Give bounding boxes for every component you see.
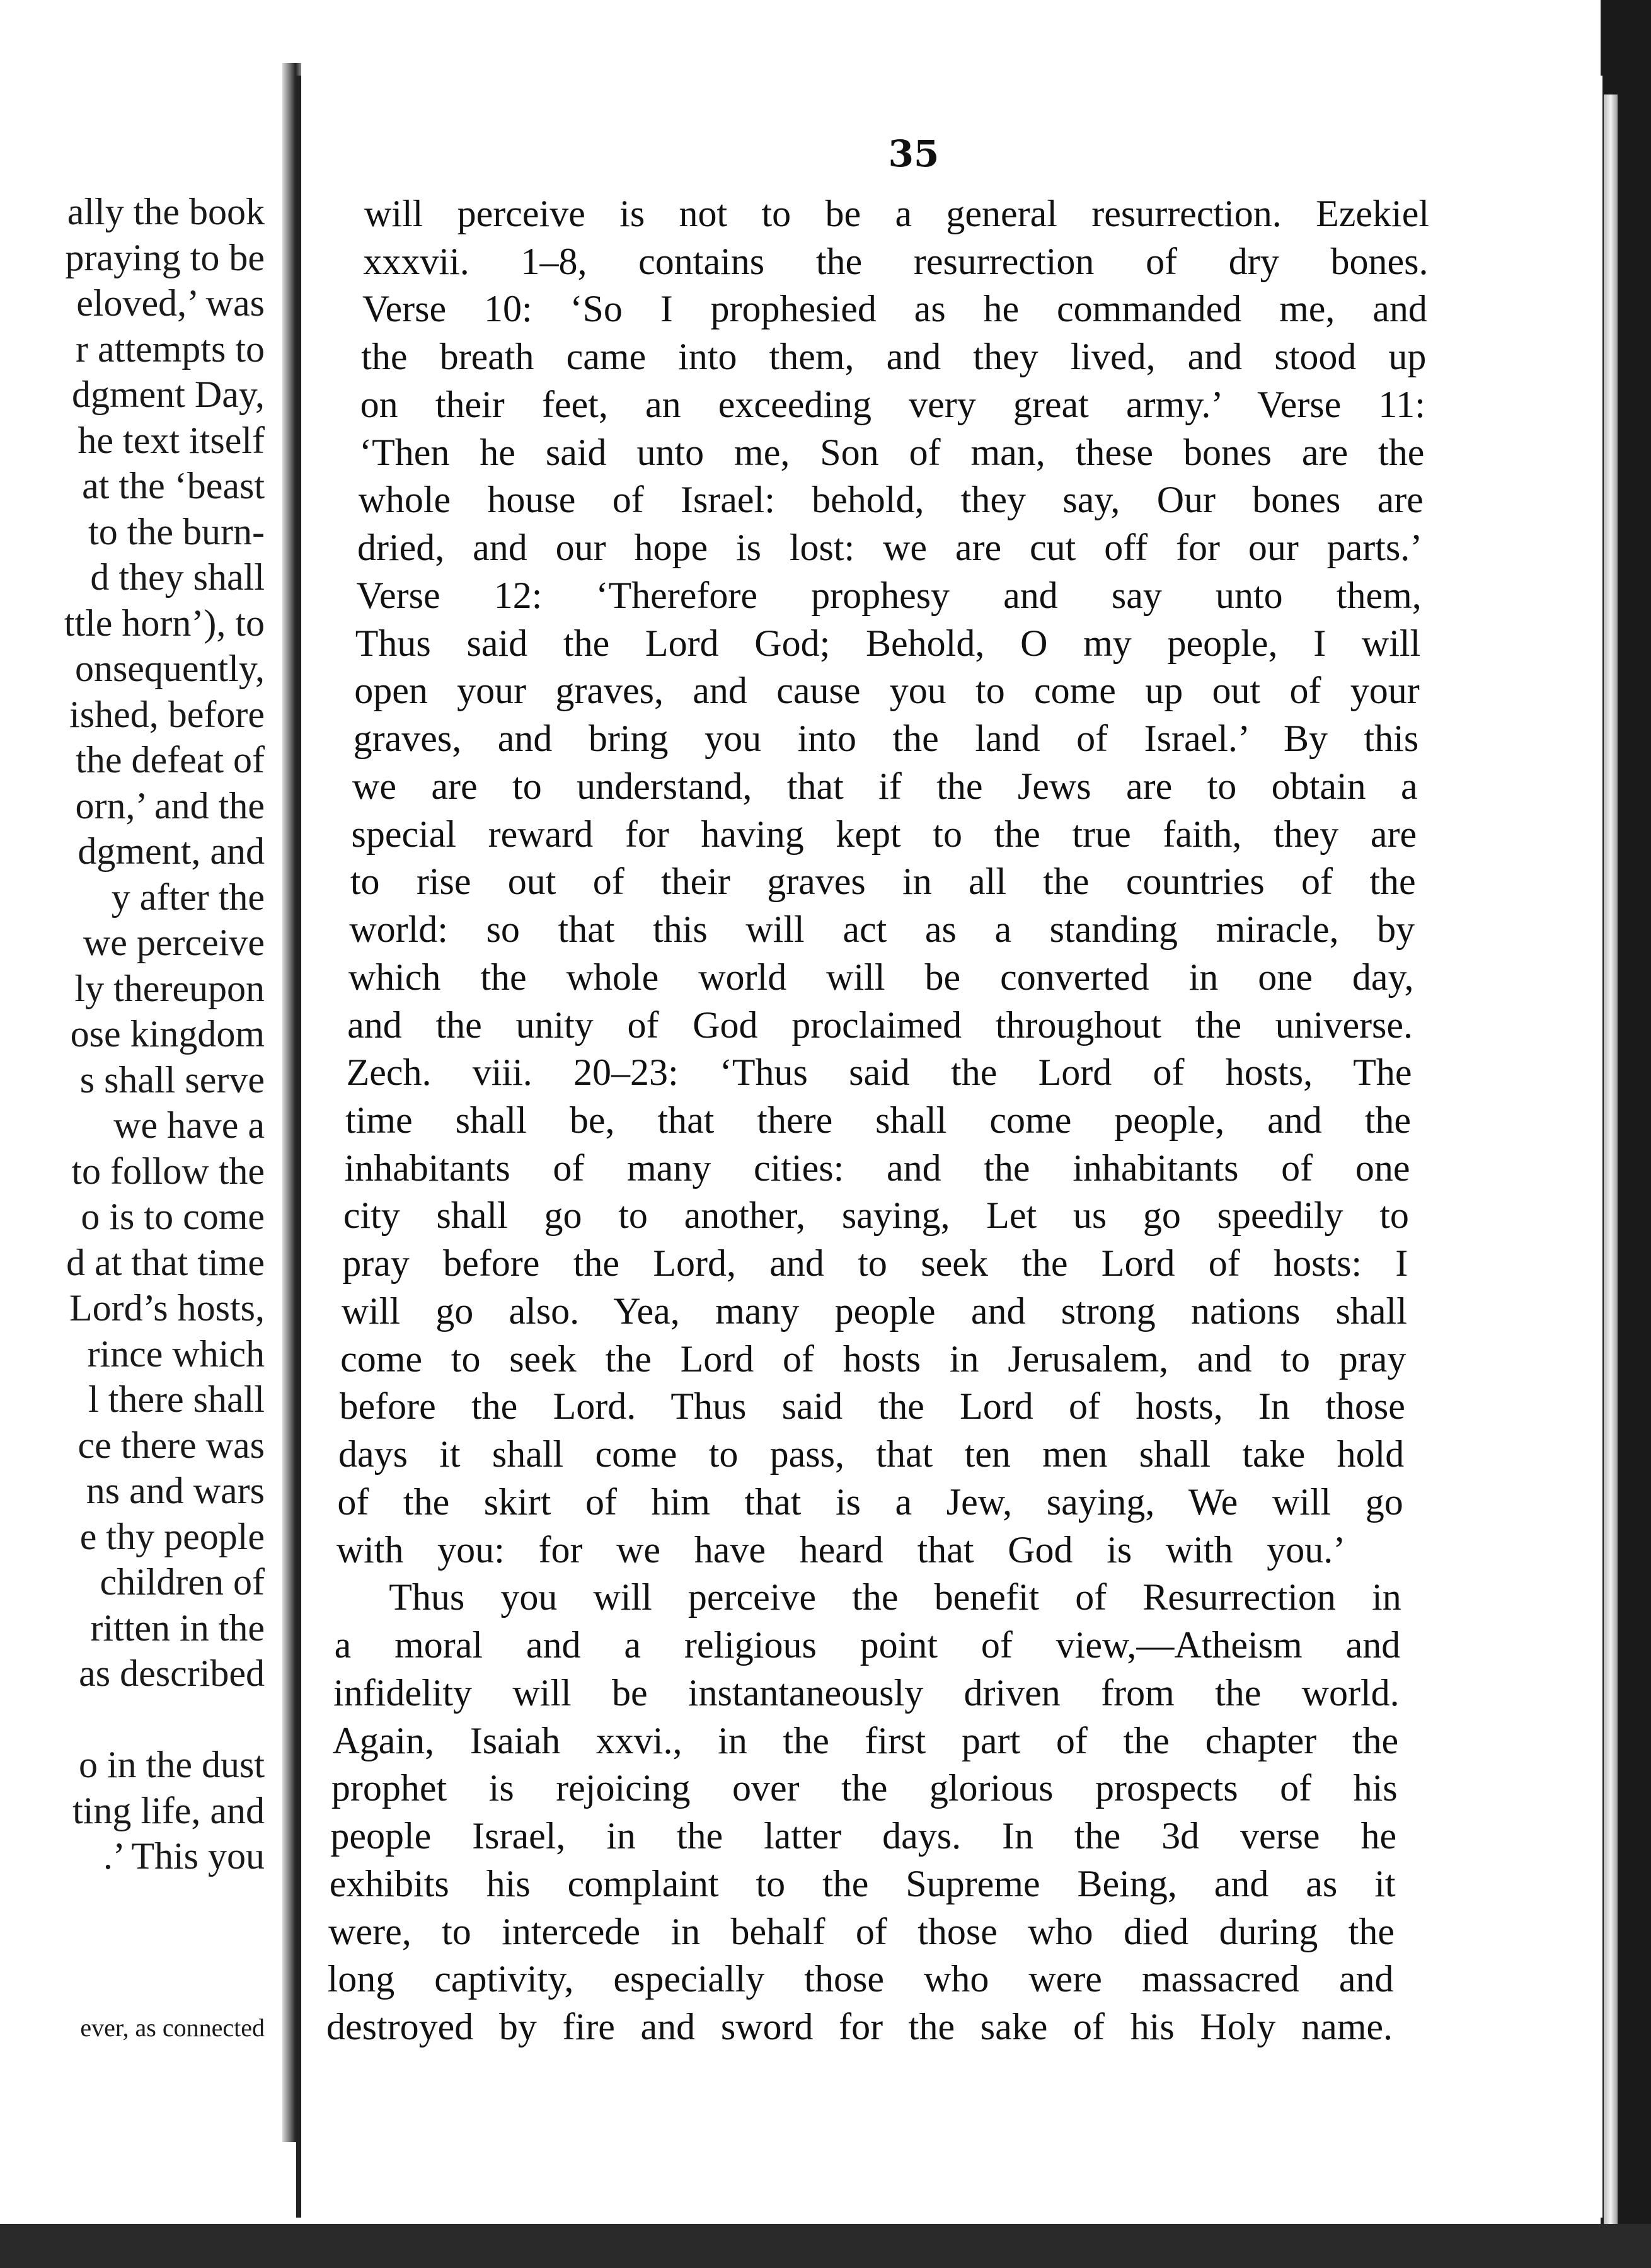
left-page-line: we perceive bbox=[83, 922, 265, 963]
text-line: we are to understand, that if the Jews are to obtain a bbox=[352, 765, 1418, 807]
text-line: exhibits his complaint to the Supreme Being, and as it bbox=[329, 1862, 1396, 1904]
left-page-line: ose kingdom bbox=[70, 1013, 265, 1055]
text-line: of the skirt of him that is a Jew, saying, We will go bbox=[337, 1480, 1403, 1523]
left-page-line: to the burn- bbox=[88, 510, 265, 553]
left-page-line: y after the bbox=[111, 876, 265, 918]
left-page-line: r attempts to bbox=[76, 328, 265, 370]
left-page-line: ce there was bbox=[78, 1424, 265, 1466]
text-line: were, to intercede in behalf of those who died during the bbox=[328, 1910, 1395, 1952]
text-line: dried, and our hope is lost: we are cut off for our parts.’ bbox=[357, 527, 1423, 569]
left-page-line: o is to come bbox=[81, 1196, 265, 1237]
text-line: Thus you will perceive the benefit of Resurrection in bbox=[389, 1576, 1401, 1618]
text-line: on their feet, an exceeding very great army.’ Verse 11: bbox=[360, 383, 1425, 425]
text-line: will go also. Yea, many people and strong nations shall bbox=[341, 1290, 1407, 1332]
text-line: city shall go to another, saying, Let us go speedily to bbox=[343, 1194, 1409, 1237]
left-page-line: as described bbox=[79, 1652, 265, 1694]
text-line: which the whole world will be converted in one day, bbox=[348, 956, 1414, 998]
text-line: Again, Isaiah xxvi., in the first part of the chapter the bbox=[332, 1719, 1399, 1761]
left-page-line: orn,’ and the bbox=[75, 784, 265, 827]
left-page-line: l there shall bbox=[88, 1378, 265, 1420]
text-line: Verse 10: ‘So I prophesied as he commanded me, and bbox=[362, 288, 1427, 330]
left-page-line: at the ‘beast bbox=[82, 465, 265, 507]
left-page-line: s shall serve bbox=[79, 1058, 265, 1101]
text-line: and the unity of God proclaimed throughout the universe. bbox=[347, 1004, 1413, 1046]
left-page-line: to follow the bbox=[71, 1150, 265, 1192]
text-line: time shall be, that there shall come people, and the bbox=[345, 1099, 1411, 1141]
left-page-line: ritten in the bbox=[90, 1606, 265, 1649]
text-line: Thus said the Lord God; Behold, O my people, I will bbox=[355, 622, 1421, 664]
text-line: inhabitants of many cities: and the inhabitants of one bbox=[344, 1147, 1410, 1189]
left-page-line: the defeat of bbox=[76, 739, 265, 781]
left-page-footnote: ever, as connected bbox=[80, 2013, 265, 2042]
left-page-line: e thy people bbox=[79, 1515, 265, 1557]
text-line: xxxvii. 1–8, contains the resurrection of dry bones. bbox=[363, 240, 1429, 282]
text-line: destroyed by fire and sword for the sake of his Holy name. bbox=[326, 2006, 1393, 2048]
text-line: whole house of Israel: behold, they say, Our bones are bbox=[358, 479, 1424, 521]
text-line: people Israel, in the latter days. In the 3d verse he bbox=[330, 1815, 1397, 1857]
text-line: infidelity will be instantaneously driven from the world. bbox=[333, 1671, 1400, 1714]
text-line: special reward for having kept to the true faith, they are bbox=[351, 813, 1417, 855]
page-number: 35 bbox=[888, 132, 940, 175]
left-page-line: ly thereupon bbox=[74, 967, 265, 1009]
left-page-line: d at that time bbox=[66, 1241, 265, 1283]
left-page-line: ally the book bbox=[67, 191, 265, 232]
text-line: ‘Then he said unto me, Son of man, these bones are the bbox=[359, 431, 1425, 473]
left-page-line: .’ This you bbox=[103, 1835, 265, 1877]
left-page-line: ns and wars bbox=[86, 1470, 265, 1511]
text-line: a moral and a religious point of view,—Atheism and bbox=[334, 1624, 1401, 1666]
text-line: come to seek the Lord of hosts in Jerusalem, and to pray bbox=[340, 1337, 1407, 1380]
left-page-line: we have a bbox=[113, 1104, 265, 1146]
left-page-line: d they shall bbox=[90, 556, 265, 598]
left-page-line: praying to be bbox=[65, 236, 265, 278]
text-line: to rise out of their graves in all the countries of the bbox=[350, 861, 1416, 903]
left-page-line: ished, before bbox=[69, 693, 265, 735]
text-line: with you: for we have heard that God is with you.’ bbox=[336, 1528, 1346, 1571]
left-page-line: dgment Day, bbox=[71, 374, 265, 415]
left-page-line: he text itself bbox=[78, 419, 265, 461]
left-page-line: dgment, and bbox=[78, 830, 265, 872]
text-line: prophet is rejoicing over the glorious prospects of his bbox=[331, 1767, 1398, 1809]
left-page-line: ttle horn’), to bbox=[64, 602, 265, 644]
text-line: world: so that this will act as a standing miracle, by bbox=[349, 908, 1415, 951]
text-line: Zech. viii. 20–23: ‘Thus said the Lord of hosts, The bbox=[346, 1051, 1412, 1094]
text-line: long captivity, especially those who were massacred and bbox=[327, 1958, 1394, 2000]
left-page-line: o in the dust bbox=[79, 1744, 265, 1785]
left-page-line: children of bbox=[100, 1561, 265, 1603]
text-line: Verse 12: ‘Therefore prophesy and say unto them, bbox=[356, 574, 1422, 616]
left-page-line: Lord’s hosts, bbox=[69, 1287, 265, 1329]
left-page-line: ting life, and bbox=[72, 1789, 265, 1831]
text-line: will perceive is not to be a general resurrection. Ezekiel bbox=[364, 193, 1429, 234]
left-page-line: eloved,’ was bbox=[76, 282, 265, 324]
text-line: before the Lord. Thus said the Lord of hosts, In those bbox=[339, 1385, 1405, 1428]
left-page-line: rince which bbox=[87, 1332, 265, 1375]
text-line: pray before the Lord, and to seek the Lord of hosts: I bbox=[342, 1242, 1408, 1285]
left-page-line: onsequently, bbox=[74, 648, 265, 689]
text-line: open your graves, and cause you to come up out of your bbox=[354, 670, 1420, 712]
text-line: the breath came into them, and they lived, and stood up bbox=[361, 336, 1427, 378]
text-line: days it shall come to pass, that ten men shall take hold bbox=[338, 1433, 1405, 1475]
text-line: graves, and bring you into the land of Israel.’ By this bbox=[353, 718, 1419, 760]
